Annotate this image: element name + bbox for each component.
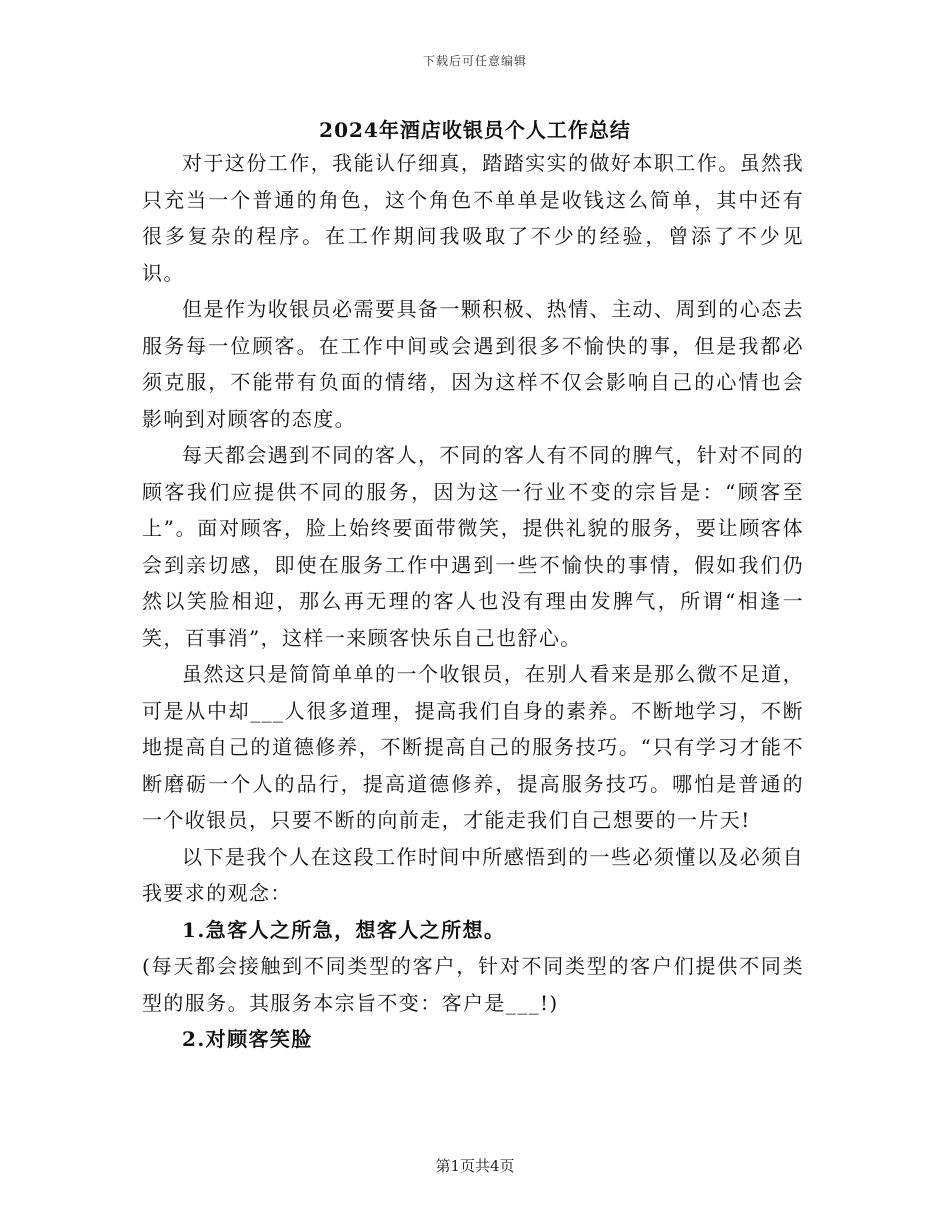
section-heading-2: 2.对顾客笑脸 bbox=[182, 1027, 313, 1051]
paragraph-note: (每天都会接触到不同类型的客户，针对不同类型的客户们提供不同类型的服务。其服务本宗旨不变：客户是___!) bbox=[142, 954, 804, 1015]
page-header-note: 下载后可任意编辑 bbox=[422, 54, 527, 68]
paragraph-2: 但是作为收银员必需要具备一颗积极、热情、主动、周到的心态去服务每一位顾客。在工作中间或会遇到很多不愉快的事，但是我都必须克服，不能带有负面的情绪，因为这样不仅会影响自己的心情也会影响到对顾客的态度。 bbox=[142, 297, 804, 431]
section-heading-1: 1.急客人之所急，想客人之所想。 bbox=[182, 917, 506, 942]
paragraph-1: 对于这份工作，我能认仔细真，踏踏实实的做好本职工作。虽然我只充当一个普通的角色，这个角色不单单是收钱这么简单，其中还有很多复杂的程序。在工作期间我吸取了不少的经验，曾添了不少见识。 bbox=[142, 151, 804, 285]
document-title: 2024年酒店收银员个人工作总结 bbox=[319, 118, 631, 142]
page-footer: 第1页共4页 bbox=[435, 1157, 515, 1175]
paragraph-5: 以下是我个人在这段工作时间中所感悟到的一些必须懂以及必须自我要求的观念： bbox=[142, 844, 804, 905]
document-body bbox=[142, 145, 804, 1058]
paragraph-4: 虽然这只是简简单单的一个收银员，在别人看来是那么微不足道，可是从中却___人很多道理，提高我们自身的素养。不断地学习，不断地提高自己的道德修养，不断提高自己的服务技巧。“只有学习才能不断磨砺一个人的品行，提高道德修养，提高服务技巧。哪怕是普通的一个收银员，只要不断的向前走，才能走我们自己想要的一片天! bbox=[142, 662, 804, 832]
paragraph-3: 每天都会遇到不同的客人，不同的客人有不同的脾气，针对不同的顾客我们应提供不同的服务，因为这一行业不变的宗旨是：“顾客至上”。面对顾客，脸上始终要面带微笑，提供礼貌的服务，要让顾客体会到亲切感，即使在服务工作中遇到一些不愉快的事情，假如我们仍然以笑脸相迎，那么再无理的客人也没有理由发脾气，所谓“相逢一笑，百事消”，这样一来顾客快乐自己也舒心。 bbox=[142, 443, 804, 650]
